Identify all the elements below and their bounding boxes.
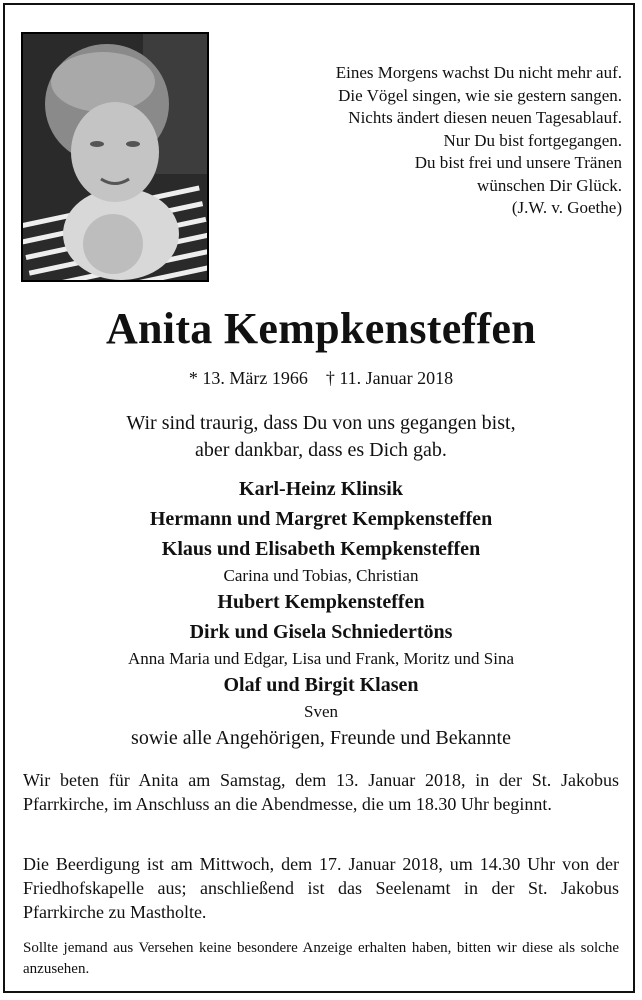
poem-line: wünschen Dir Glück. xyxy=(477,175,622,195)
death-date: † 11. Januar 2018 xyxy=(325,368,454,388)
portrait-icon xyxy=(23,34,207,280)
quote-line: aber dankbar, dass es Dich gab. xyxy=(195,439,447,461)
mourner-line: Olaf und Birgit Klasen xyxy=(223,674,419,696)
footnote: Sollte jemand aus Versehen keine besondere Anzeige erhalten haben, bitten wir diese als solche anzusehen. xyxy=(23,940,619,977)
birth-date: * 13. März 1966 xyxy=(188,368,308,388)
poem-line: Die Vögel singen, wie sie gestern sangen. xyxy=(338,85,622,105)
quote-line: Wir sind traurig, dass Du von uns gegangen bist, xyxy=(126,412,516,434)
mourner-line: Klaus und Elisabeth Kempkensteffen xyxy=(161,538,481,560)
deceased-name: Anita Kempkensteffen xyxy=(105,304,537,353)
mourner-line: sowie alle Angehörigen, Freunde und Bekannte xyxy=(131,727,511,749)
poem-attribution: (J.W. v. Goethe) xyxy=(511,198,622,217)
memorial-quote xyxy=(0,410,642,464)
mourners-list xyxy=(0,474,642,753)
life-dates xyxy=(0,366,642,390)
mourner-line: Dirk und Gisela Schniedertöns xyxy=(189,621,453,643)
poem-line: Du bist frei und unsere Tränen xyxy=(414,153,622,172)
poem xyxy=(222,62,622,220)
poem-line: Eines Morgens wachst Du nicht mehr auf. xyxy=(335,63,622,82)
mourner-line: Karl-Heinz Klinsik xyxy=(239,478,403,500)
portrait-photo xyxy=(21,32,209,282)
service-notice: Wir beten für Anita am Samstag, dem 13. Januar 2018, in der St. Jakobus Pfarrkirche, im Anschluss an die Abendmesse, die um 18.30 Uhr beginnt. xyxy=(23,770,619,814)
mourner-line: Carina und Tobias, Christian xyxy=(223,566,419,585)
mourner-line: Hubert Kempkensteffen xyxy=(217,591,425,613)
poem-line: Nur Du bist fortgegangen. xyxy=(443,130,622,150)
poem-line: Nichts ändert diesen neuen Tagesablauf. xyxy=(348,108,622,127)
funeral-notice: Die Beerdigung ist am Mittwoch, dem 17. Januar 2018, um 14.30 Uhr von der Friedhofskapelle aus; anschließend ist das Seelenamt in der St. Jakobus Pfarrkirche zu Mastholte. xyxy=(23,854,619,922)
mourner-line: Hermann und Margret Kempkensteffen xyxy=(149,508,493,530)
mourner-line: Sven xyxy=(304,702,338,721)
mourner-line: Anna Maria und Edgar, Lisa und Frank, Moritz und Sina xyxy=(128,649,514,668)
